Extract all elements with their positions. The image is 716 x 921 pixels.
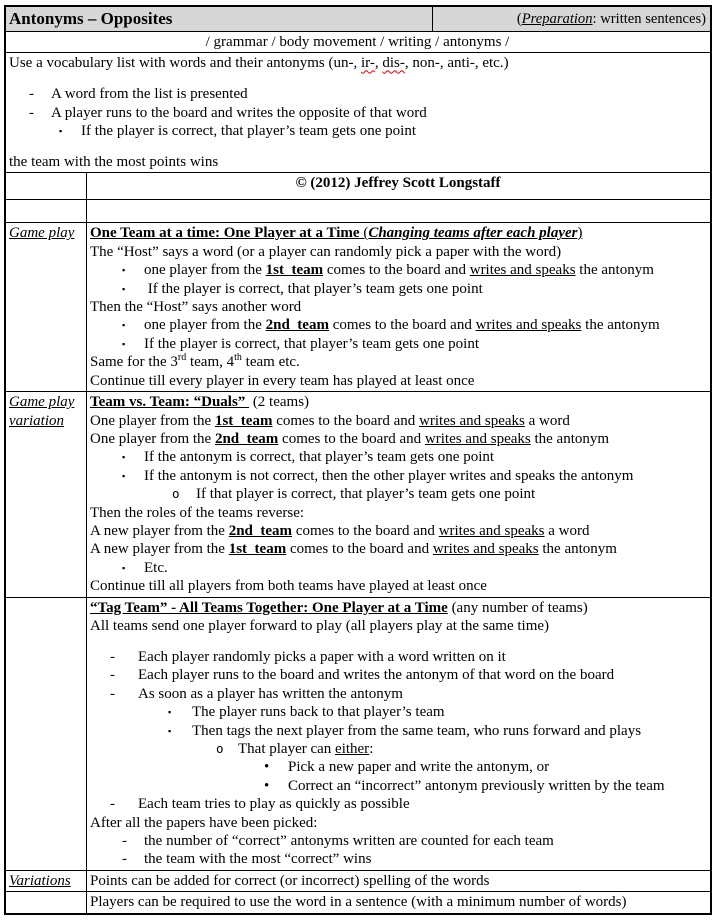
preparation-note [433,7,710,31]
game-play-row-label [6,223,87,391]
text-line [90,599,706,617]
text-line [90,504,706,522]
text-segment: writes and speaks [475,317,582,334]
text-segment: the team with the most points wins [9,154,219,171]
text-line [90,372,706,390]
bullet-circle-icon: o [216,740,224,756]
text-line [9,85,706,103]
text-line [9,153,706,171]
text-segment: comes to the board and [292,522,439,539]
text-segment: 1st team [228,541,287,558]
text-line [90,448,706,466]
bullet-square-icon: ▪ [122,338,126,349]
text-line [90,814,706,832]
text-line [90,467,706,485]
text-segment: team, 4 [186,354,235,371]
text-segment: Same for the 3 [90,354,178,371]
text-line [90,617,706,635]
keywords-row [6,32,710,53]
text-segment: As soon as a player has written the antonym [138,685,403,702]
text-line [90,635,706,648]
bullet-dash-icon: - [110,685,115,702]
text-segment: If the player is correct, that player’s team gets one point [81,123,417,140]
text-segment: A player runs to the board and writes the opposite of that word [51,104,427,121]
text-segment: The “Host” says a word (or a player can randomly pick a paper with the word) [90,243,562,260]
text-line [90,280,706,298]
sentence-variation-row-label [6,892,87,913]
text-segment: Game play [9,225,75,242]
text-line [90,430,706,448]
text-line [90,795,706,813]
text-segment: Points can be added for correct (or incorrect) spelling of the words [90,872,490,889]
text-segment: If the antonym is not correct, then the other player writes and speaks the antonym [144,467,634,484]
text-segment: One player from the [90,430,215,447]
text-segment: Players can be required to use the word in a sentence (with a minimum number of words) [90,894,627,911]
text-line [90,777,706,795]
text-segment: Then tags the next player from the same team, who runs forward and plays [192,722,642,739]
variations-row-label [6,871,87,891]
text-segment: That player can [238,740,336,757]
bullet-square-icon: ▪ [122,562,126,573]
game-play-row [6,223,710,392]
text-segment: ir- [361,55,375,72]
text-segment: If that player is correct, that player’s team gets one point [196,486,536,503]
sentence-variation-row-content [87,892,710,913]
text-segment: Then the roles of the teams reverse: [90,504,305,521]
text-segment: Pick a new paper and write the antonym, or [288,759,550,776]
text-line [90,872,706,890]
text-segment: All teams send one player forward to play (all players play at the same time) [90,617,550,634]
text-line [90,758,706,776]
text-segment: writes and speaks [438,522,545,539]
text-segment: ( [516,11,522,27]
title-row [6,7,710,32]
variations-row-content [87,871,710,891]
text-segment: the team with the most “correct” wins [144,851,372,868]
text-segment: 2nd team [265,317,329,334]
game-play-variation-row [6,392,710,597]
text-segment: Preparation [521,11,593,27]
text-segment: 1st team [265,262,324,279]
bullet-square-icon: ▪ [168,725,172,736]
text-segment: One Team at a time: One Player at a Time [90,225,360,242]
bullet-square-icon: ▪ [59,126,63,137]
text-line [90,174,706,192]
bullet-disc-icon: • [264,759,270,776]
text-segment: Continue till every player in every team has played at least once [90,372,475,389]
text-segment: If the player is correct, that player’s team gets one point [144,280,483,297]
text-segment: comes to the board and [323,262,470,279]
text-segment: Variations [9,872,71,889]
text-segment: : [369,740,374,757]
text-segment: ) [577,225,583,242]
text-segment: If the player is correct, that player’s team gets one point [144,335,480,352]
text-line [9,33,706,51]
text-line [90,201,706,214]
text-segment: (any number of teams) [447,599,588,616]
text-segment: Changing teams after each player [368,225,578,242]
text-segment: writes and speaks [432,541,539,558]
text-line [90,224,706,242]
text-segment: Correct an “incorrect” antonym previously written by the team [288,777,665,794]
text-segment: Then the “Host” says another word [90,299,302,316]
bullet-dash-icon: - [110,648,115,665]
text-line [90,740,706,758]
bullet-dash-icon: - [110,796,115,813]
text-segment: comes to the board and [278,430,425,447]
text-segment: One player from the [90,412,215,429]
description-row-content [6,53,710,172]
text-line [90,648,706,666]
text-line [90,850,706,868]
text-segment: (2 teams) [249,394,310,411]
text-segment: : written sentences) [592,11,706,27]
text-segment: the antonym [581,317,660,334]
text-segment: After all the papers have been picked: [90,814,318,831]
game-play-variation-row-content [87,392,710,596]
bullet-dash-icon: - [122,851,127,868]
text-segment: team etc. [241,354,300,371]
text-segment: the antonym [575,262,654,279]
text-line [90,722,706,740]
bullet-disc-icon: • [264,777,270,794]
text-segment: comes to the board and [272,412,420,429]
tag-team-row [6,598,710,871]
text-line [90,685,706,703]
page-title [6,7,433,31]
text-segment: a word [544,522,590,539]
copyright-row-label [6,173,87,199]
spacer-row-content [87,200,710,222]
text-line [90,666,706,684]
text-segment: either [335,740,370,757]
text-line [90,393,706,411]
text-segment: A word from the list is presented [51,86,248,103]
text-line [90,316,706,334]
text-segment: , non-, anti-, etc.) [404,55,509,72]
text-segment: rd [177,352,187,364]
text-line [9,104,706,122]
bullet-circle-icon: o [172,486,180,502]
text-line [9,141,706,154]
text-segment: Team vs. Team: “Duals” [90,394,250,411]
text-line [90,893,706,911]
sentence-variation-row [6,892,710,913]
text-segment: A new player from the [90,541,229,558]
text-segment: writes and speaks [424,430,531,447]
game-play-variation-row-label [6,392,87,596]
text-line [90,522,706,540]
text-segment: / grammar / body movement / writing / antonyms / [205,34,510,50]
lesson-plan-table [4,5,712,915]
bullet-square-icon: ▪ [122,283,126,294]
text-segment: the number of “correct” antonyms written are counted for each team [144,832,554,849]
tag-team-row-content [87,598,710,870]
variations-row [6,871,710,892]
text-line [90,832,706,850]
text-line [9,54,706,72]
text-segment: comes to the board and [286,541,433,558]
text-segment: 2nd team [228,522,293,539]
text-line [90,243,706,261]
text-segment: 1st team [214,412,273,429]
text-segment: If the antonym is correct, that player’s team gets one point [144,449,495,466]
text-segment: variation [9,412,64,429]
text-line [90,353,706,371]
keywords-row-content [6,32,710,52]
text-segment: Continue till all players from both teams have played at least once [90,578,487,595]
text-line [90,577,706,595]
text-segment: writes and speaks [419,412,525,429]
bullet-square-icon: ▪ [122,452,126,463]
text-segment: a word [524,412,570,429]
text-segment: Each player randomly picks a paper with a word written on it [138,648,506,665]
text-segment: th [234,352,242,364]
text-segment: the antonym [538,541,617,558]
text-segment: ( [359,225,369,242]
bullet-dash-icon: - [29,86,34,103]
text-line [90,485,706,503]
text-line [90,540,706,558]
text-segment: Game play [9,394,75,411]
text-line [90,412,706,430]
text-segment: Each team tries to play as quickly as possible [138,796,410,813]
copyright-row-content [87,173,710,199]
game-play-row-content [87,223,710,391]
text-segment: The player runs back to that player’s team [192,704,445,721]
bullet-dash-icon: - [29,104,34,121]
bullet-dash-icon: - [110,667,115,684]
text-line [90,335,706,353]
text-line [90,261,706,279]
text-segment: A new player from the [90,522,229,539]
text-line [90,703,706,721]
text-line [9,73,706,86]
text-line [90,559,706,577]
bullet-square-icon: ▪ [168,707,172,718]
text-segment: © (2012) Jeffrey Scott Longstaff [295,175,501,192]
text-segment: dis- [382,55,405,72]
bullet-square-icon: ▪ [122,470,126,481]
text-line [90,298,706,316]
text-segment: comes to the board and [328,317,476,334]
bullet-dash-icon: - [122,832,127,849]
text-segment: Etc. [144,559,168,576]
text-segment: writes and speaks [469,262,576,279]
description-row [6,53,710,173]
bullet-square-icon: ▪ [122,265,126,276]
text-segment: the antonym [530,430,610,447]
text-segment: Each player runs to the board and writes the antonym of that word on the board [138,667,615,684]
text-segment: one player from the [144,317,266,334]
text-segment: Use a vocabulary list with words and their antonyms (un-, [9,55,362,72]
copyright-row [6,173,710,200]
text-segment: one player from the [144,262,266,279]
spacer-row-label [6,200,87,222]
bullet-square-icon: ▪ [122,320,126,331]
spacer-row [6,200,710,223]
text-segment: “Tag Team” - All Teams Together: One Player at a Time [90,599,448,616]
tag-team-row-label [6,598,87,870]
text-line [9,122,706,140]
text-segment: Antonyms – Opposites [9,9,173,28]
text-segment: , [374,55,383,72]
text-segment: 2nd team [214,430,279,447]
